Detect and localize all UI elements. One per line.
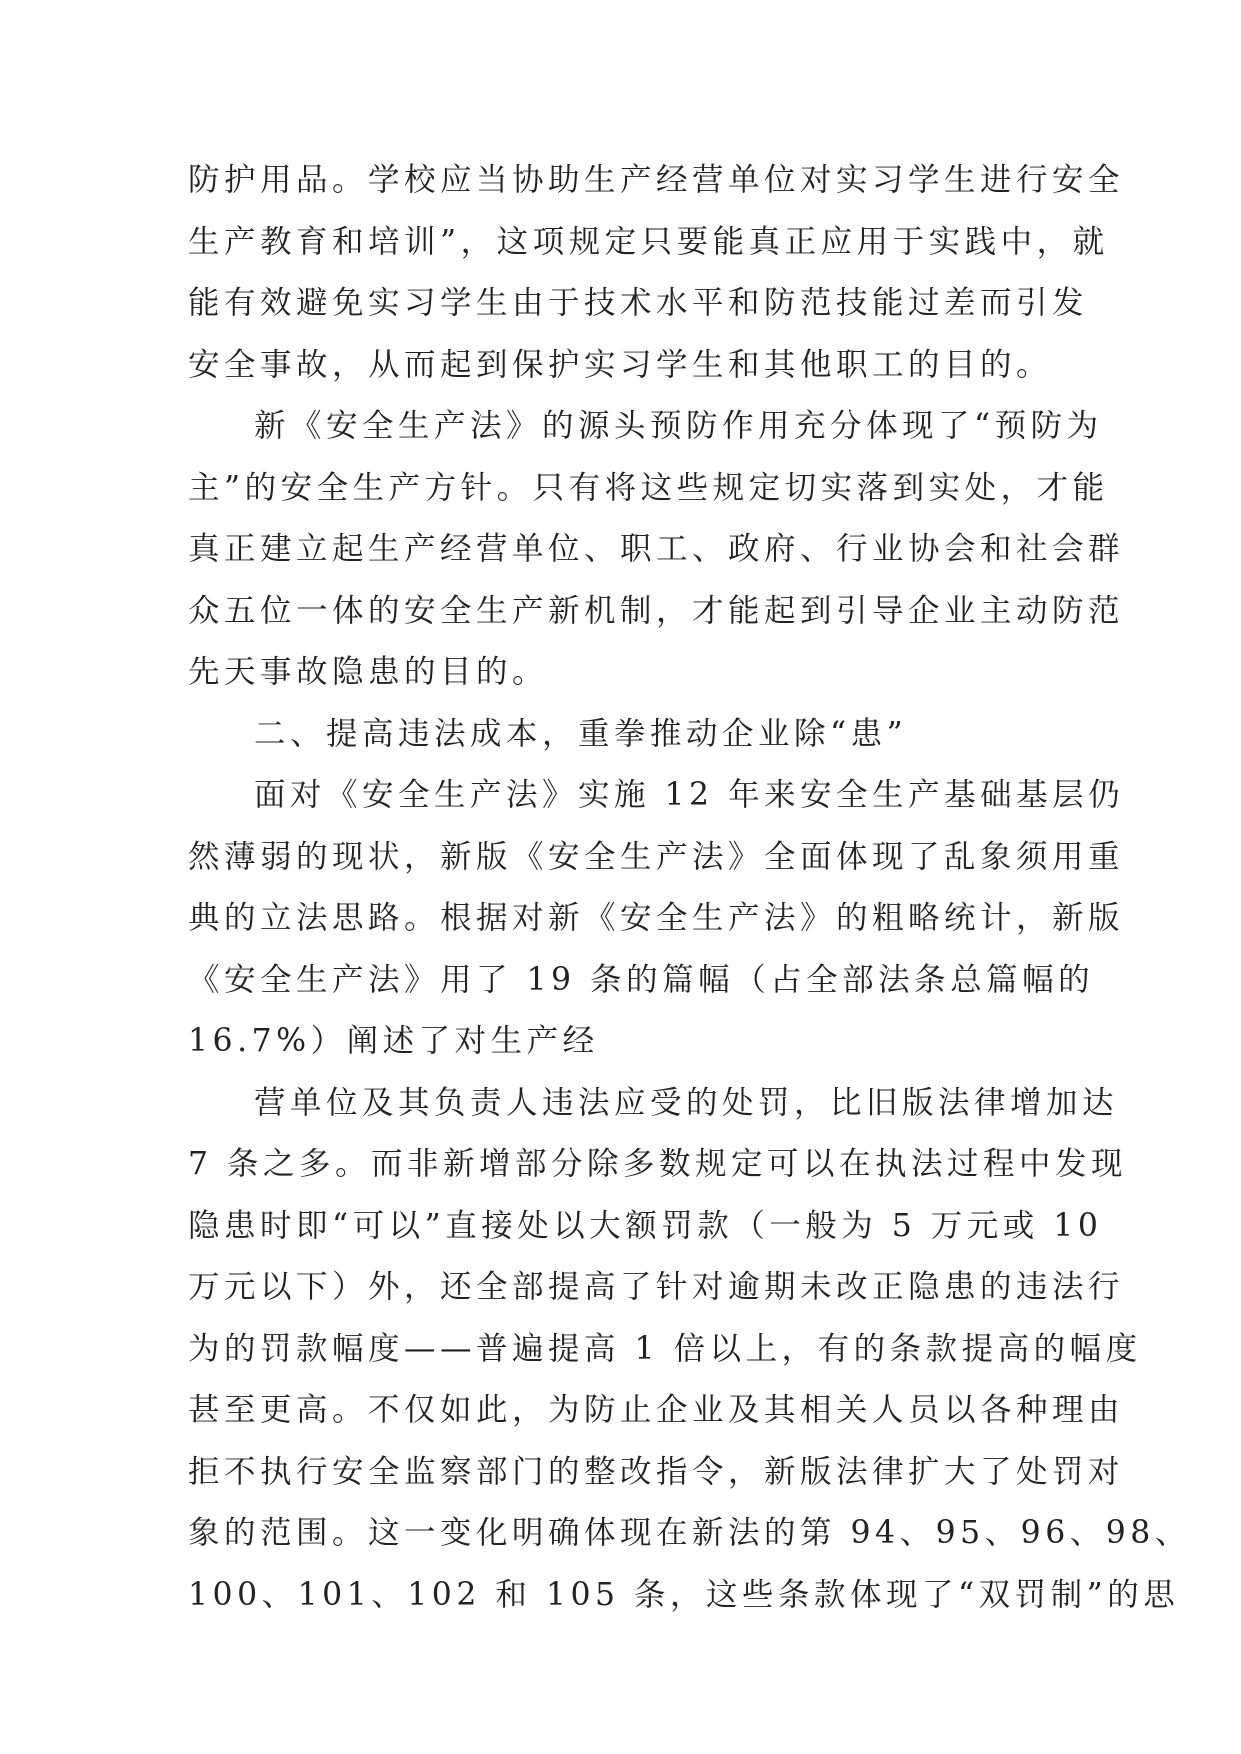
text-line: 然薄弱的现状，新版《安全生产法》全面体现了乱象须用重 [188, 838, 1125, 875]
text-line: 生产教育和培训”，这项规定只要能真正应用于实践中，就 [188, 223, 1109, 260]
text-line: 能有效避免实习学生由于技术水平和防范技能过差而引发 [188, 285, 1089, 321]
section-heading: 二、提高违法成本，重拳推动企业除“患” [254, 715, 908, 752]
text-line: 万元以下）外，还全部提高了针对逾期未改正隐患的违法行 [188, 1269, 1125, 1305]
text-line: 防护用品。学校应当协助生产经营单位对实习学生进行安全 [188, 162, 1125, 198]
text-line: 7 条之多。而非新增部分除多数规定可以在执法过程中发现 [188, 1146, 1128, 1182]
text-line: 营单位及其负责人违法应受的处罚，比旧版法律增加达 [254, 1084, 1119, 1121]
text-line: 安全事故，从而起到保护实习学生和其他职工的目的。 [188, 346, 1053, 383]
text-line: 甚至更高。不仅如此，为防止企业及其相关人员以各种理由 [188, 1392, 1125, 1428]
text-line: 先天事故隐患的目的。 [188, 654, 549, 690]
text-line: 象的范围。这一变化明确体现在新法的第 94、95、96、98、 [188, 1515, 1191, 1551]
body-text [188, 150, 1191, 1626]
text-line: 面对《安全生产法》实施 12 年来安全生产基础基层仍 [254, 777, 1125, 813]
text-line: 《安全生产法》用了 19 条的篇幅（占全部法条总篇幅的 [188, 961, 1095, 998]
text-line: 100、101、102 和 105 条，这些条款体现了“双罚制”的思 [188, 1576, 1180, 1613]
text-line: 主”的安全生产方针。只有将这些规定切实落到实处，才能 [188, 469, 1109, 506]
text-line: 新《安全生产法》的源头预防作用充分体现了“预防为 [254, 408, 1103, 444]
text-line: 隐患时即“可以”直接处以大额罚款（一般为 5 万元或 10 [188, 1207, 1103, 1244]
text-line: 典的立法思路。根据对新《安全生产法》的粗略统计，新版 [188, 900, 1125, 936]
text-line: 真正建立起生产经营单位、职工、政府、行业协会和社会群 [188, 531, 1125, 567]
text-line: 16.7%）阐述了对生产经 [188, 1023, 599, 1059]
text-line: 拒不执行安全监察部门的整改指令，新版法律扩大了处罚对 [188, 1453, 1125, 1490]
text-line: 众五位一体的安全生产新机制，才能起到引导企业主动防范 [188, 592, 1125, 629]
text-line: 为的罚款幅度——普遍提高 1 倍以上，有的条款提高的幅度 [188, 1330, 1142, 1367]
